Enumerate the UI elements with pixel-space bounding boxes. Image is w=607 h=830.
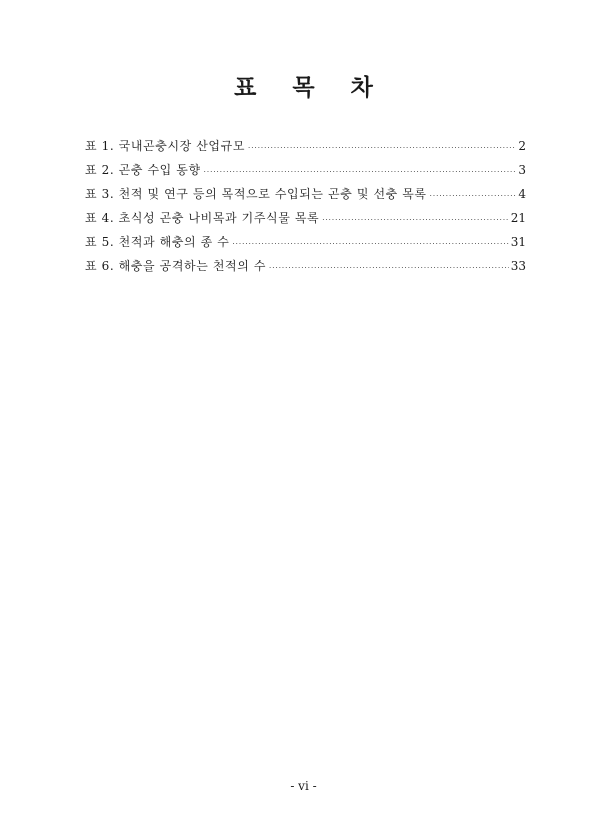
toc-entry-label: 표 5. 천적과 해충의 종 수 [85,235,230,249]
toc-entry-page: 21 [510,211,526,225]
toc-entry-label: 표 2. 곤충 수입 동향 [85,163,201,177]
toc-entry-label: 표 3. 천적 및 연구 등의 목적으로 수입되는 곤충 및 선충 목록 [85,187,427,201]
toc-leader-dots [204,164,517,180]
toc-entry-page: 2 [518,139,526,153]
page-number: - vi - [290,779,317,793]
toc-entry-page: 3 [518,163,526,177]
table-of-contents [85,138,526,282]
toc-entry[interactable] [85,162,526,186]
toc-entry-page: 31 [510,235,526,249]
toc-leader-dots [430,188,517,204]
toc-entry-page: 4 [518,187,526,201]
toc-entry[interactable] [85,210,526,234]
toc-entry[interactable] [85,138,526,162]
toc-entry-page: 33 [510,259,526,273]
toc-entry-label: 표 4. 초식성 곤충 나비목과 기주식물 목록 [85,211,320,225]
toc-leader-dots [248,140,516,156]
toc-entry[interactable] [85,258,526,282]
toc-entry[interactable] [85,234,526,258]
toc-leader-dots [269,260,509,276]
toc-entry-label: 표 1. 국내곤충시장 산업규모 [85,139,246,153]
toc-entry-label: 표 6. 해충을 공격하는 천적의 수 [85,259,267,273]
toc-entry[interactable] [85,186,526,210]
toc-leader-dots [232,236,508,252]
page-title: 표 목 차 [234,74,387,101]
toc-leader-dots [322,212,509,228]
